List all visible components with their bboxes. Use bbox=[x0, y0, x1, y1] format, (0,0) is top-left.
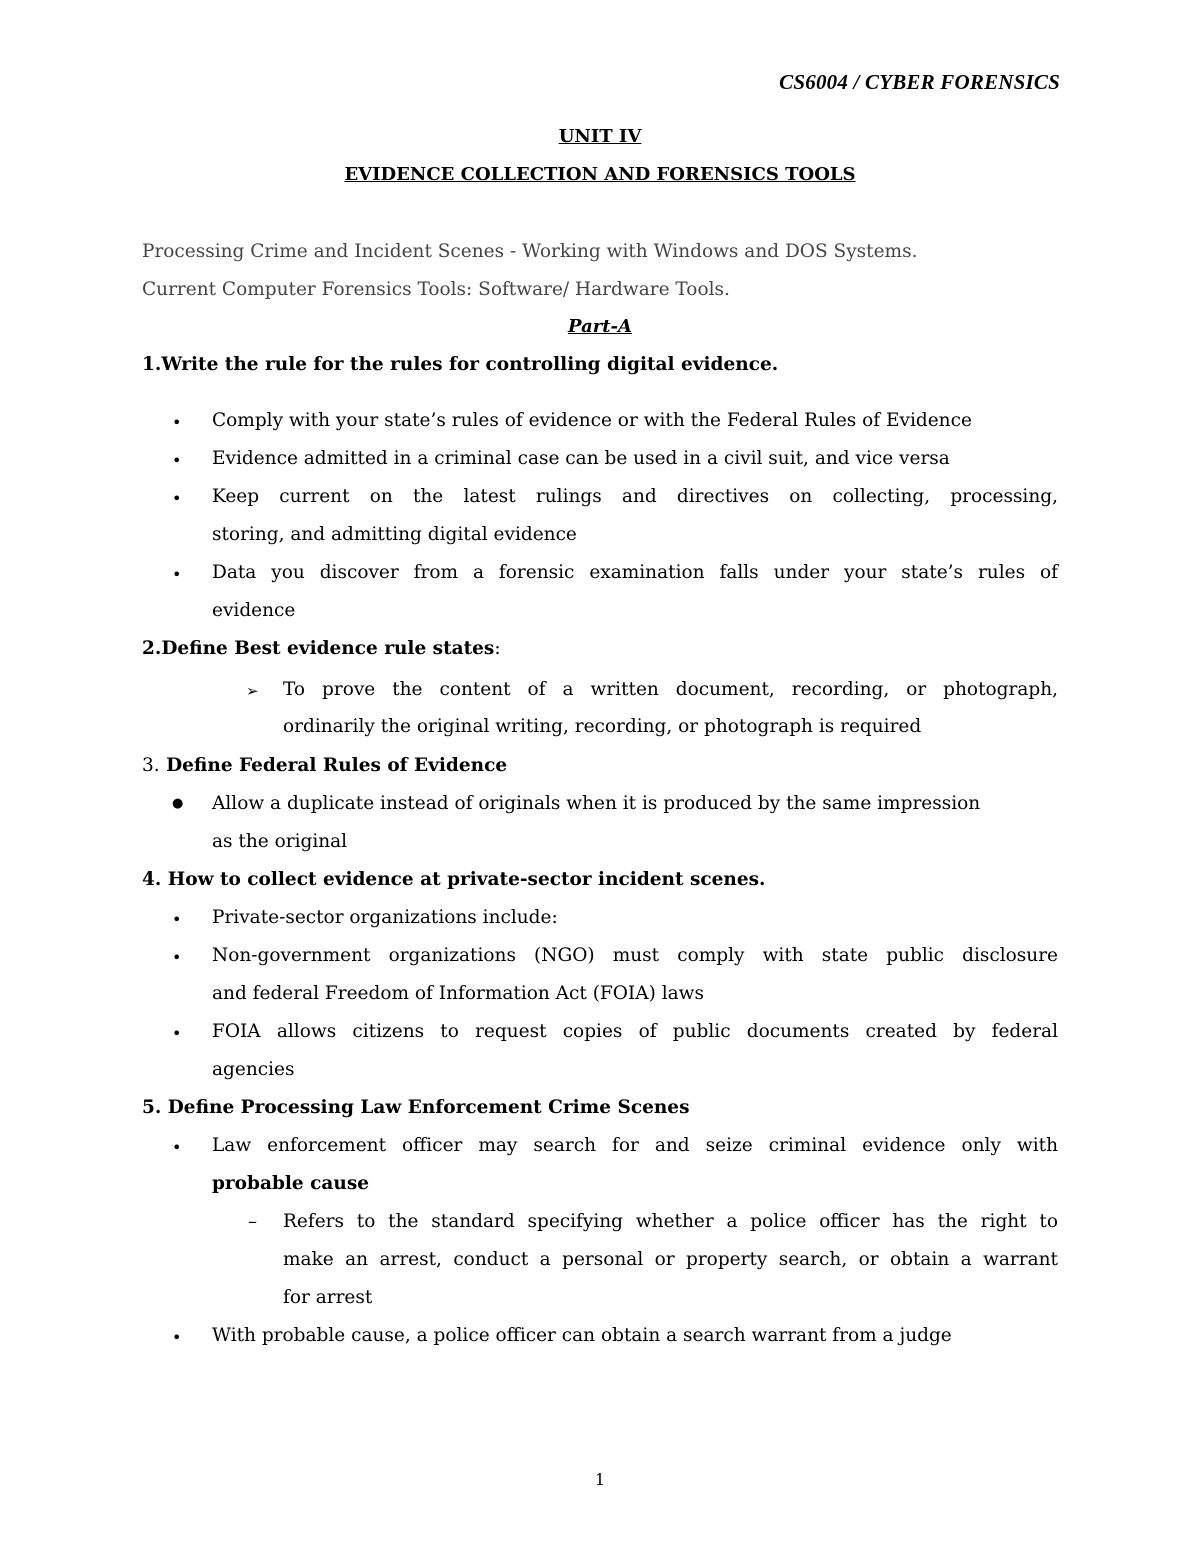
q1-bullet-4-cont: evidence bbox=[212, 600, 296, 621]
q1-bullet-1: Comply with your state’s rules of evidence or with the Federal Rules of Evidence bbox=[212, 410, 972, 431]
q2-bullet-1-cont: ordinarily the original writing, recording, or photograph is required bbox=[283, 716, 922, 737]
q4-bullet-2: Non-government organizations (NGO) must comply with state public disclosure bbox=[212, 945, 1058, 966]
question-3-title bbox=[142, 755, 507, 776]
q4-bullet-1: Private-sector organizations include: bbox=[212, 907, 558, 928]
page-header: CS6004 / CYBER FORENSICS bbox=[779, 70, 1060, 94]
question-2-colon: : bbox=[494, 638, 501, 659]
unit-title: UNIT IV bbox=[558, 126, 642, 147]
round-bullet-icon: ● bbox=[172, 796, 184, 811]
intro-line-2: Current Computer Forensics Tools: Software/ Hardware Tools. bbox=[142, 279, 730, 300]
page-number: 1 bbox=[594, 1470, 606, 1489]
q2-bullet-1: To prove the content of a written document, recording, or photograph, bbox=[283, 679, 1058, 700]
unit-subtitle: EVIDENCE COLLECTION AND FORENSICS TOOLS bbox=[344, 164, 856, 185]
q3-bullet-1: Allow a duplicate instead of originals when it is produced by the same impression bbox=[212, 793, 981, 814]
q4-bullet-3-cont: agencies bbox=[212, 1059, 295, 1080]
q1-bullet-4: Data you discover from a forensic examination falls under your state’s rules of bbox=[212, 562, 1058, 583]
q5-sub-bullet-1-cont: make an arrest, conduct a personal or property search, or obtain a warrant bbox=[283, 1249, 1058, 1270]
question-1-title: 1.Write the rule for the rules for controlling digital evidence. bbox=[142, 354, 779, 375]
q5-sub-bullet-1-cont2: for arrest bbox=[283, 1287, 373, 1308]
dash-bullet-icon: – bbox=[248, 1211, 257, 1232]
bullet-icon: • bbox=[172, 489, 182, 508]
question-4-title: 4. How to collect evidence at private-sector incident scenes. bbox=[142, 869, 766, 890]
intro-line-1: Processing Crime and Incident Scenes - Working with Windows and DOS Systems. bbox=[142, 241, 918, 262]
bullet-icon: • bbox=[172, 451, 182, 470]
q1-bullet-3: Keep current on the latest rulings and directives on collecting, processing, bbox=[212, 486, 1058, 507]
bullet-icon: • bbox=[172, 565, 182, 584]
q5-bullet-1-cont: probable cause bbox=[212, 1173, 370, 1194]
q1-bullet-3-cont: storing, and admitting digital evidence bbox=[212, 524, 577, 545]
question-2-title bbox=[142, 638, 501, 659]
question-2-title-text: 2.Define Best evidence rule states bbox=[142, 638, 495, 659]
bullet-icon: • bbox=[172, 910, 182, 929]
part-a-heading: Part-A bbox=[568, 316, 632, 337]
q5-bullet-1: Law enforcement officer may search for and seize criminal evidence only with bbox=[212, 1135, 1058, 1156]
arrow-bullet-icon: ➢ bbox=[246, 682, 259, 700]
q4-bullet-2-cont: and federal Freedom of Information Act (FOIA) laws bbox=[212, 983, 704, 1004]
bullet-icon: • bbox=[172, 1024, 182, 1043]
q1-bullet-2: Evidence admitted in a criminal case can be used in a civil suit, and vice versa bbox=[212, 448, 950, 469]
question-3-number: 3. bbox=[142, 755, 160, 776]
q5-bullet-2: With probable cause, a police officer can obtain a search warrant from a judge bbox=[212, 1325, 952, 1346]
question-3-title-text: Define Federal Rules of Evidence bbox=[166, 755, 508, 776]
q3-bullet-1-cont: as the original bbox=[212, 831, 348, 852]
question-5-title: 5. Define Processing Law Enforcement Crime Scenes bbox=[142, 1097, 690, 1118]
q4-bullet-3: FOIA allows citizens to request copies of public documents created by federal bbox=[212, 1021, 1058, 1042]
bullet-icon: • bbox=[172, 1138, 182, 1157]
bullet-icon: • bbox=[172, 948, 182, 967]
bullet-icon: • bbox=[172, 1328, 182, 1347]
bullet-icon: • bbox=[172, 413, 182, 432]
q5-sub-bullet-1: Refers to the standard specifying whether a police officer has the right to bbox=[283, 1211, 1058, 1232]
